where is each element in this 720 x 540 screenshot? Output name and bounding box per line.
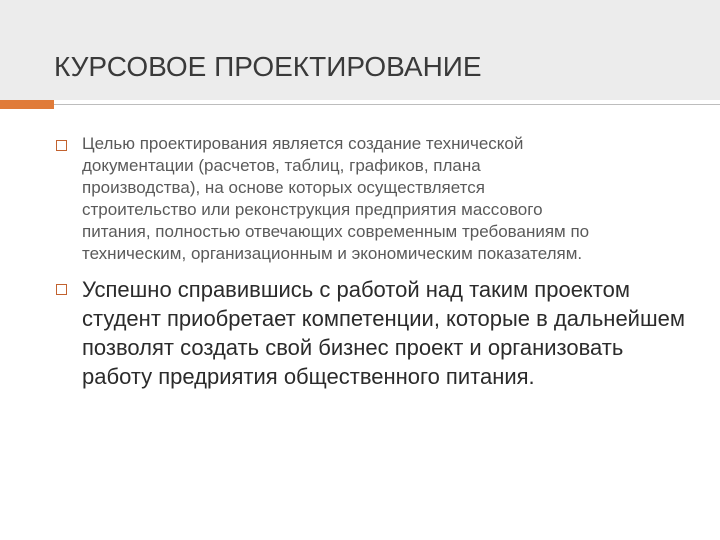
square-bullet-icon xyxy=(56,284,67,295)
bullet-text-competencies: Успешно справившись с работой над таким проектом студент приобретает компетенции, которые в дальнейшем позволят создать свой бизнес проект и организовать работу предриятия общественного питания. xyxy=(82,277,685,389)
slide-title: КУРСОВОЕ ПРОЕКТИРОВАНИЕ xyxy=(54,51,482,82)
bullet-item-goal xyxy=(54,133,602,265)
bullet-item-competencies xyxy=(54,275,692,391)
title-divider xyxy=(54,104,720,105)
bullet-list xyxy=(54,133,694,391)
bullet-text-goal: Целью проектирования является создание технической документации (расчетов, таблиц, графиков, плана производства), на основе которых осуществляется строительство или реконструкция предприятия массового питания, полностью отвечающих современным требованиям по техническим, организационным и экономическим показателям. xyxy=(82,134,590,263)
square-bullet-icon xyxy=(56,140,67,151)
title-accent-bar xyxy=(0,100,54,109)
